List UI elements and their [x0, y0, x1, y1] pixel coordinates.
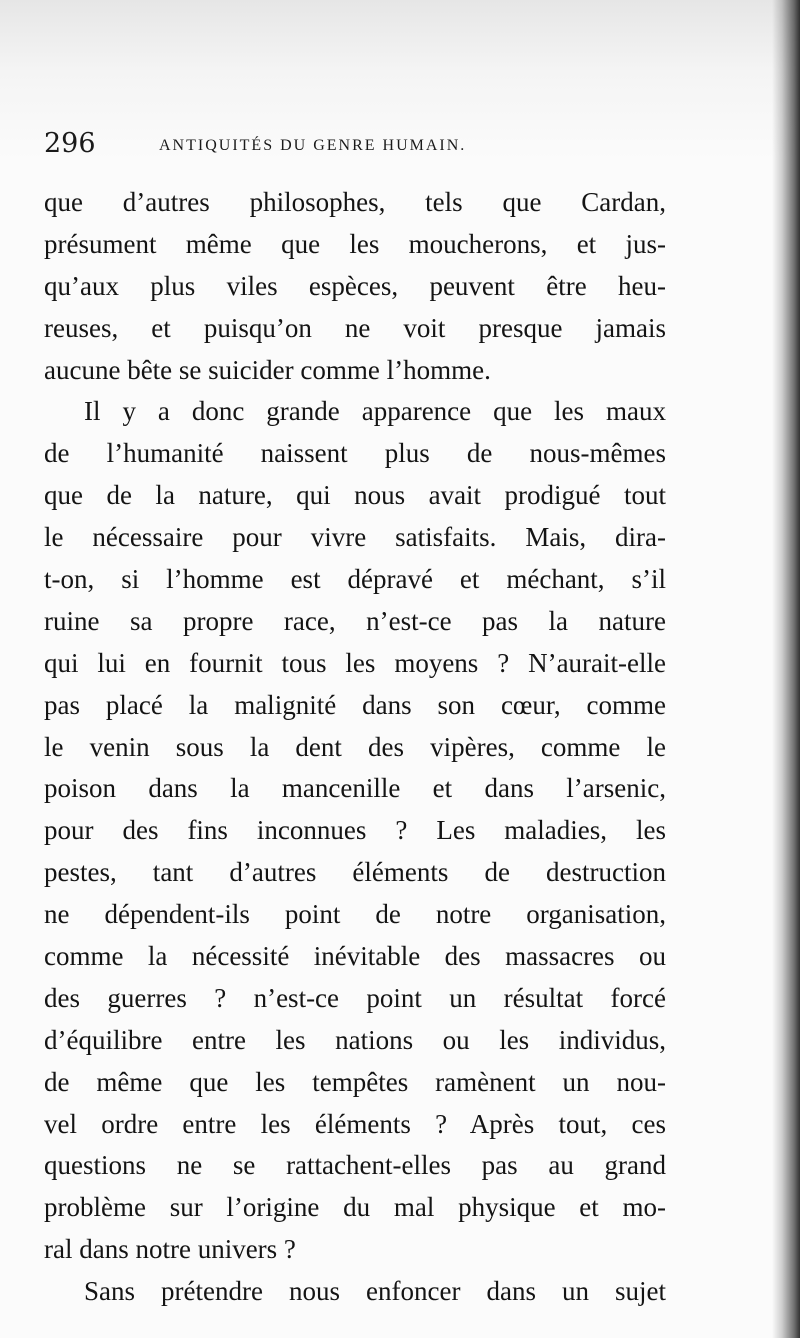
- paragraph-first-line: Il y a donc grande apparence que les maux: [84, 396, 666, 427]
- paragraph-first-line: Sans prétendre nous enfoncer dans un sujet: [84, 1276, 666, 1307]
- running-title: ANTIQUITÉS DU GENRE HUMAIN.: [159, 137, 467, 154]
- text-line: pas placé la malignité dans son cœur, comme: [44, 689, 666, 720]
- page-number: 296: [44, 128, 96, 159]
- text-line: questions ne se rattachent-elles pas au grand: [44, 1150, 666, 1181]
- text-line: pour des fins inconnues ? Les maladies, les: [44, 815, 666, 846]
- text-line: des guerres ? n’est-ce point un résultat forcé: [44, 982, 666, 1013]
- running-head: [44, 128, 664, 168]
- text-line: que de la nature, qui nous avait prodigué tout: [44, 480, 666, 511]
- text-line: aucune bête se suicider comme l’homme.: [44, 354, 491, 385]
- text-line: de même que les tempêtes ramènent un nou-: [44, 1066, 666, 1097]
- text-line: que d’autres philosophes, tels que Cardan,: [44, 187, 666, 217]
- text-line: le nécessaire pour vivre satisfaits. Mais, dira-: [44, 522, 666, 553]
- text-line: t-on, si l’homme est dépravé et méchant, s’il: [44, 564, 666, 595]
- text-line: poison dans la mancenille et dans l’arsenic,: [44, 773, 666, 804]
- text-line: ral dans notre univers ?: [44, 1234, 296, 1265]
- text-line: qu’aux plus viles espèces, peuvent être heu-: [44, 270, 666, 301]
- text-line: problème sur l’origine du mal physique et mo-: [44, 1192, 666, 1223]
- text-line: vel ordre entre les éléments ? Après tout, ces: [44, 1108, 666, 1139]
- body-text: [44, 182, 666, 1313]
- text-line: ne dépendent-ils point de notre organisation,: [44, 899, 666, 930]
- text-line: de l’humanité naissent plus de nous-mêmes: [44, 438, 666, 469]
- text-line: qui lui en fournit tous les moyens ? N’aurait-elle: [44, 647, 666, 678]
- text-line: d’équilibre entre les nations ou les individus,: [44, 1024, 666, 1055]
- text-line: reuses, et puisqu’on ne voit presque jamais: [44, 312, 666, 343]
- text-line: pestes, tant d’autres éléments de destruction: [44, 857, 666, 888]
- text-line: le venin sous la dent des vipères, comme le: [44, 731, 666, 762]
- text-line: présument même que les moucherons, et jus-: [44, 228, 666, 259]
- text-line: comme la nécessité inévitable des massacres ou: [44, 941, 666, 972]
- text-line: ruine sa propre race, n’est-ce pas la nature: [44, 605, 666, 636]
